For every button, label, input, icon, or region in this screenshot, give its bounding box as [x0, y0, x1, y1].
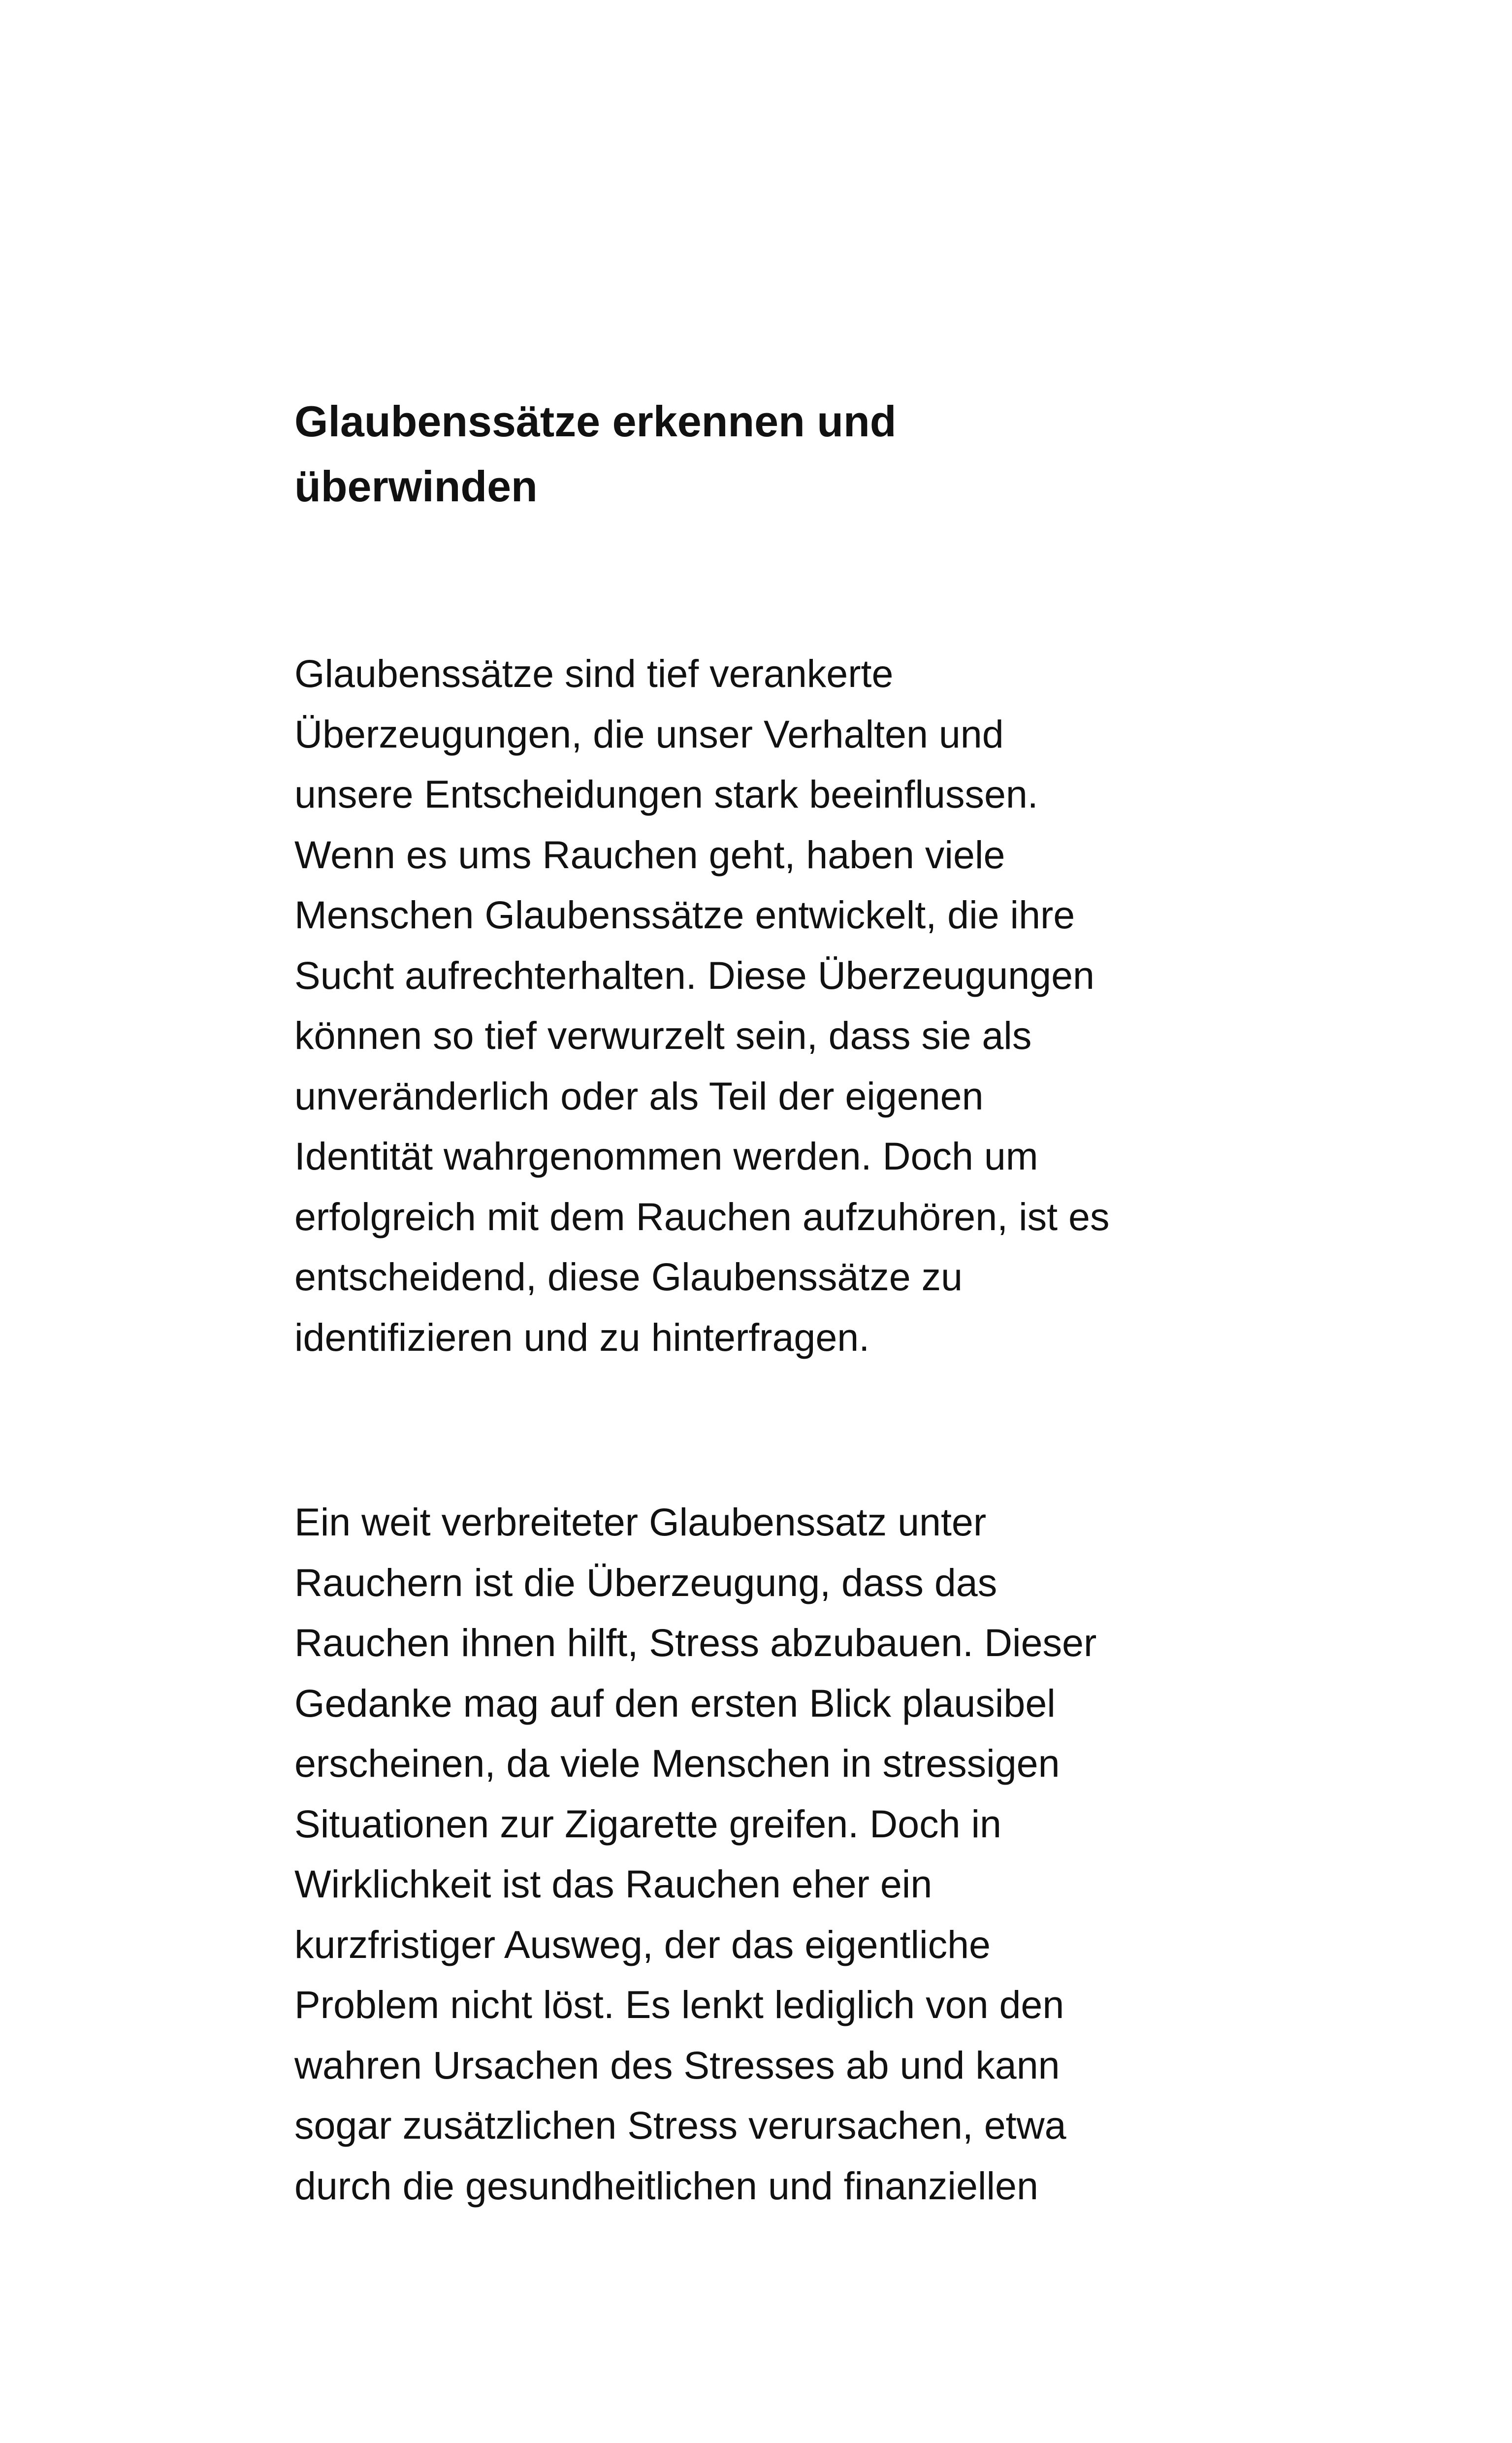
text-line: Gedanke mag auf den ersten Blick plausibel [294, 1681, 1056, 1725]
body-paragraph [294, 644, 1255, 1368]
text-line: Situationen zur Zigarette greifen. Doch in [294, 1801, 1001, 1846]
text-line: Rauchern ist die Überzeugung, dass das [294, 1560, 997, 1604]
page-title [294, 389, 1131, 519]
text-line: sogar zusätzlichen Stress verursachen, etwa [294, 2103, 1066, 2147]
text-line: unsere Entscheidungen stark beeinflussen. [294, 772, 1038, 816]
text-line: Wenn es ums Rauchen geht, haben viele [294, 832, 1005, 877]
text-line: Glaubenssätze sind tief verankerte [294, 651, 894, 695]
text-line: erscheinen, da viele Menschen in stressigen [294, 1741, 1060, 1785]
body-paragraph [294, 1492, 1255, 2216]
title-line: überwinden [294, 462, 538, 511]
title-line: Glaubenssätze erkennen und [294, 397, 897, 446]
text-line: identifizieren und zu hinterfragen. [294, 1315, 870, 1359]
text-line: Wirklichkeit ist das Rauchen eher ein [294, 1862, 933, 1906]
text-line: entscheidend, diese Glaubenssätze zu [294, 1255, 963, 1299]
text-line: erfolgreich mit dem Rauchen aufzuhören, ist es [294, 1194, 1110, 1238]
text-line: Ein weit verbreiteter Glaubenssatz unter [294, 1500, 987, 1544]
text-line: Menschen Glaubenssätze entwickelt, die ihre [294, 893, 1075, 937]
text-line: Problem nicht löst. Es lenkt lediglich von den [294, 1983, 1064, 2026]
text-line: durch die gesundheitlichen und finanziellen [294, 2163, 1038, 2208]
text-line: kurzfristiger Ausweg, der das eigentliche [294, 1922, 991, 1966]
text-line: unveränderlich oder als Teil der eigenen [294, 1074, 984, 1118]
text-line: Überzeugungen, die unser Verhalten und [294, 712, 1004, 756]
text-line: Sucht aufrechterhalten. Diese Überzeugungen [294, 953, 1094, 997]
text-line: können so tief verwurzelt sein, dass sie als [294, 1013, 1032, 1057]
text-line: wahren Ursachen des Stresses ab und kann [294, 2043, 1060, 2087]
text-line: Rauchen ihnen hilft, Stress abzubauen. Dieser [294, 1621, 1097, 1664]
text-line: Identität wahrgenommen werden. Doch um [294, 1134, 1038, 1178]
